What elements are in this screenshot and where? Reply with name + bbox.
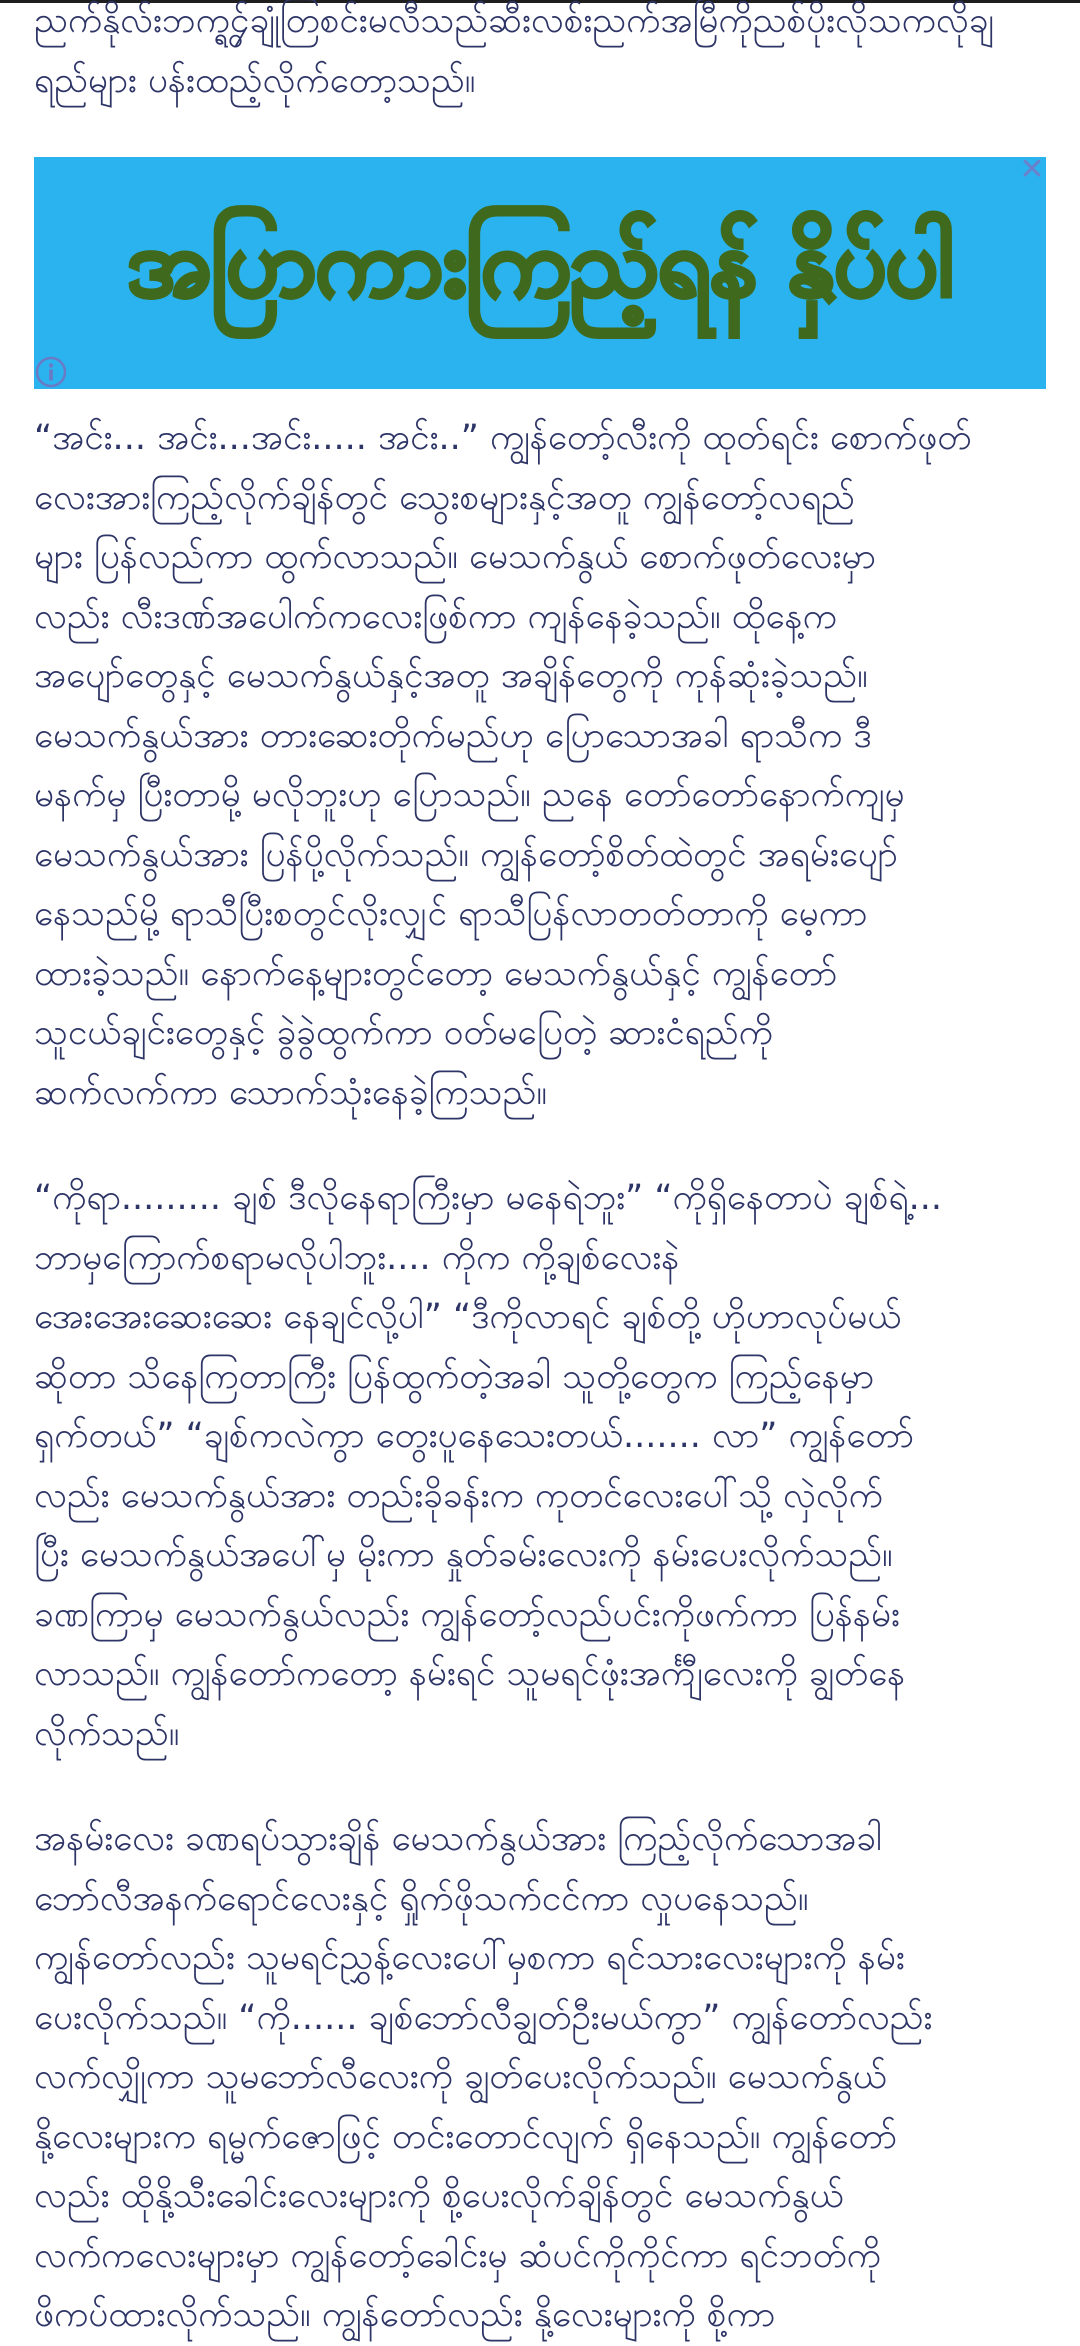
- article-body: [34, 0, 1046, 2346]
- close-icon[interactable]: ✕: [1019, 152, 1045, 187]
- ad-banner[interactable]: [34, 152, 1046, 389]
- article-paragraph-4: အနမ်းလေး ခဏရပ်သွားချိန် မေသက်နွယ်အား ကြည့်လိုက်သောအခါ ဘော်လီအနက်ရောင်လေးနှင့် ရှိုက်ဖိုသက်ငင်ကာ လှုပနေသည်။ ကျွန်တော်လည်း သူမရင်ညွှန့်လေးပေါ်မှစကာ ရင်သားလေးများကို နမ်း ပေးလိုက်သည်။ “ကို...... ချစ်ဘော်လီချွတ်ဦးမယ်ကွာ” ကျွန်တော်လည်း လက်လျှိုကာ သူမဘော်လီလေးကို ချွတ်ပေးလိုက်သည်။ မေသက်နွယ် နို့လေးများက ရမ္မက်ဇောဖြင့် တင်းတောင်လျက် ရှိနေသည်။ ကျွန်တော် လည်း ထိုနို့သီးခေါင်းလေးများကို စို့ပေးလိုက်ချိန်တွင် မေသက်နွယ် လက်ကလေးများမှာ ကျွန်တော့်ခေါင်းမှ ဆံပင်ကိုကိုင်ကာ ရင်ဘတ်ကို ဖိကပ်ထားလိုက်သည်။ ကျွန်တော်လည်း နို့လေးများကို စို့ကာ: [34, 1819, 933, 2335]
- ad-banner-text[interactable]: အပြာကားကြည့်ရန် နှိပ်ပါ: [127, 210, 953, 317]
- info-icon[interactable]: [34, 355, 68, 389]
- article-paragraph-3: “ကိုရာ......... ချစ် ဒီလိုနေရာကြီးမှာ မနေရဲဘူး” “ကိုရှိနေတာပဲ ချစ်ရဲ့... ဘာမှကြောက်စရာမလိုပါဘူး.... ကိုက ကို့ချစ်လေးနဲ အေးအေးဆေးဆေး နေချင်လို့ပါ” “ဒီကိုလာရင် ချစ်တို့ ဟိုဟာလုပ်မယ် ဆိုတာ သိနေကြတာကြီး ပြန်ထွက်တဲ့အခါ သူတို့တွေက ကြည့်နေမှာ ရှက်တယ်” “ချစ်ကလဲကွာ တွေးပူနေသေးတယ်....... လာ” ကျွန်တော် လည်း မေသက်နွယ်အား တည်းခိုခန်းက ကုတင်လေးပေါ်သို့ လှဲလိုက် ပြီး မေသက်နွယ်အပေါ်မှ မိုးကာ နှုတ်ခမ်းလေးကို နမ်းပေးလိုက်သည်။ ခဏကြာမှ မေသက်နွယ်လည်း ကျွန်တော့်လည်ပင်းကိုဖက်ကာ ပြန်နမ်း လာသည်။ ကျွန်တော်ကတော့ နမ်းရင် သူမရင်ဖုံးအင်္ကျီလေးကို ချွတ်နေ လိုက်သည်။: [34, 1178, 942, 1754]
- paragraph-gap: [34, 1123, 1046, 1169]
- article-paragraph-1: ညက်နိုလ်းဘက္ရွ၄်ချုံတြစင်းမလီသည်ဆီးလစ်းညက်အမြီကိုညစ်ပိုးလိုသကလိုချ ရည်များ ပန်းထည့်လိုက်တော့သည်။: [34, 1, 994, 101]
- paragraph-gap: [34, 1764, 1046, 1810]
- article-paragraph-2: “အင်း... အင်း...အင်း..... အင်း..” ကျွန်တော့်လီးကို ထုတ်ရင်း စောက်ဖုတ် လေးအားကြည့်လိုက်ချိန်တွင် သွေးစများနှင့်အတူ ကျွန်တော့်လရည် များ ပြန်လည်ကာ ထွက်လာသည်။ မေသက်နွယ် စောက်ဖုတ်လေးမှာ လည်း လီးဒဏ်အပေါက်ကလေးဖြစ်ကာ ကျန်နေခဲ့သည်။ ထိုနေ့က အပျော်တွေနှင့် မေသက်နွယ်နှင့်အတူ အချိန်တွေကို ကုန်ဆုံးခဲ့သည်။ မေသက်နွယ်အား တားဆေးတိုက်မည်ဟု ပြောသောအခါ ရာသီက ဒီ မနက်မှ ပြီးတာမို့ မလိုဘူးဟု ပြောသည်။ ညနေ တော်တော်နောက်ကျမှ မေသက်နွယ်အား ပြန်ပို့လိုက်သည်။ ကျွန်တော့်စိတ်ထဲတွင် အရမ်းပျော် နေသည်မို့ ရာသီပြီးစတွင်လိုးလျှင် ရာသီပြန်လာတတ်တာကို မေ့ကာ ထားခဲ့သည်။ နောက်နေ့များတွင်တော့ မေသက်နွယ်နှင့် ကျွန်တော် သူငယ်ချင်းတွေနှင့် ခွဲခွဲထွက်ကာ ဝတ်မပြေတဲ့ ဆားငံရည်ကို ဆက်လက်ကာ သောက်သုံးနေခဲ့ကြသည်။: [34, 418, 972, 1113]
